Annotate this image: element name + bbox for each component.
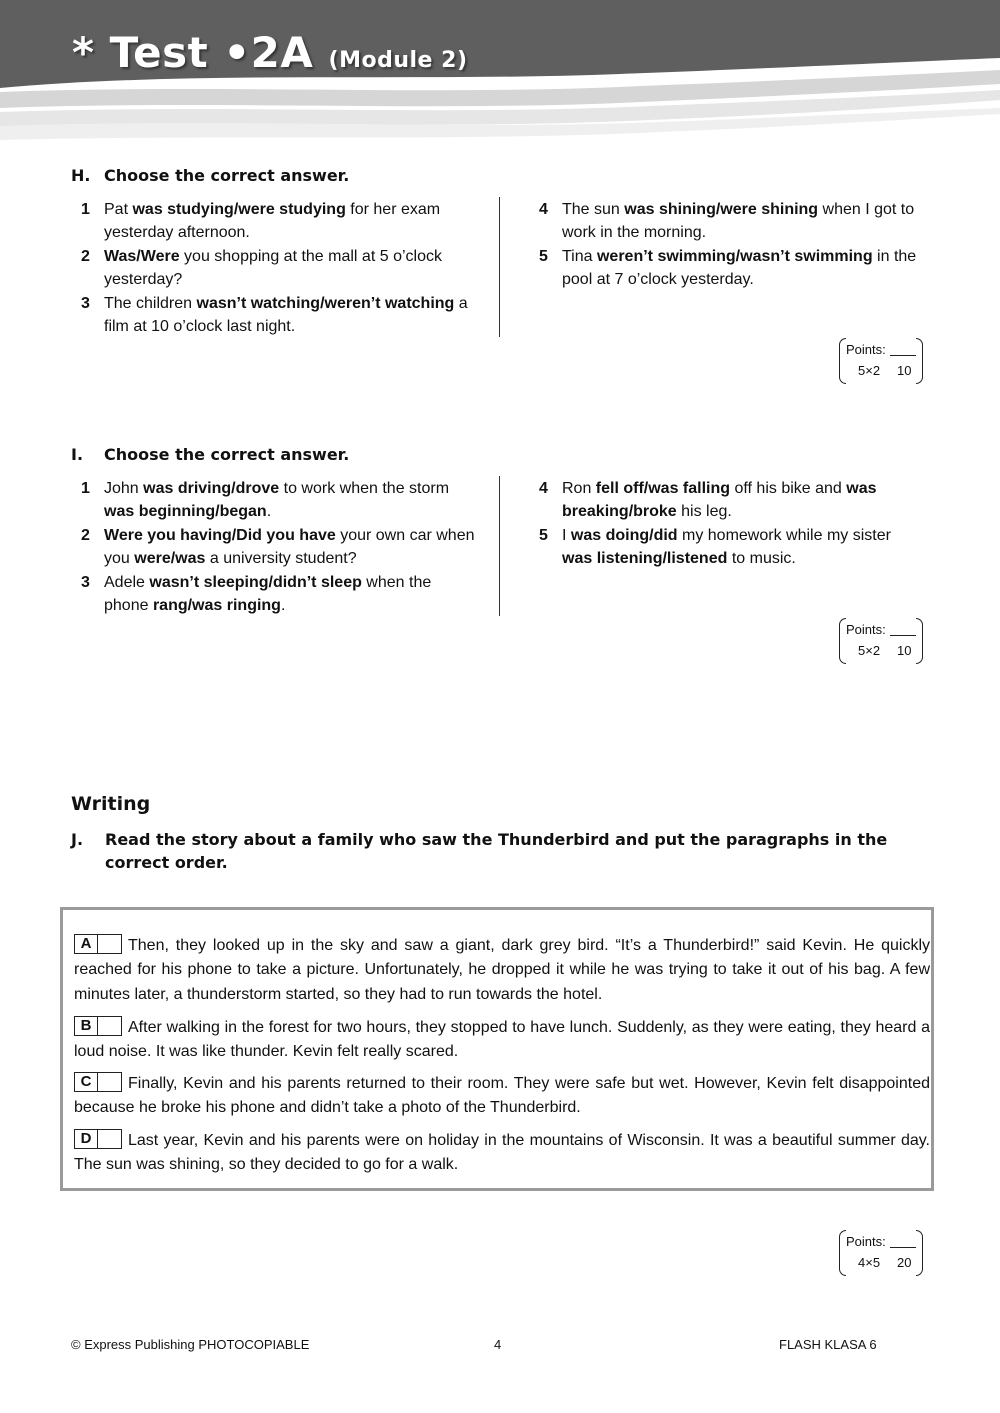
footer-page-number: 4	[494, 1337, 502, 1352]
page-title: * Test •2A (Module 2)	[72, 28, 468, 77]
question-number: 2	[81, 247, 90, 265]
answer-choice[interactable]: Was/Were	[104, 247, 180, 265]
order-answer-b[interactable]	[98, 1017, 120, 1035]
question-number: 3	[81, 294, 90, 312]
answer-choice[interactable]: Were you having/Did you have	[104, 526, 336, 544]
points-formula: 5×2	[858, 643, 881, 658]
order-answer-c[interactable]	[98, 1073, 120, 1091]
answer-choice[interactable]: was beginning/began	[104, 503, 267, 521]
points-total: 10	[897, 643, 912, 658]
question-number: 4	[539, 480, 548, 497]
question-text: The children wasn’t watching/weren’t watching a film at 10 o’clock last night.	[104, 294, 468, 336]
writing-title: Writing	[71, 793, 151, 815]
answer-choice[interactable]: was studying/were studying	[132, 201, 346, 218]
question-item-1	[81, 198, 476, 245]
answer-choice[interactable]: was breaking/broke	[562, 480, 877, 521]
section-i-divider	[499, 476, 500, 616]
order-tag-b: B	[74, 1016, 122, 1036]
question-number: 2	[81, 526, 90, 544]
question-item-5	[539, 524, 924, 571]
question-text: I was doing/did my homework while my sister was listening/listened to music.	[562, 526, 891, 568]
question-item-3	[81, 571, 476, 618]
section-i-left-column	[81, 477, 476, 617]
question-text: Tina weren’t swimming/wasn’t swimming in the pool at 7 o’clock yesterday.	[562, 247, 917, 289]
answer-choice[interactable]: rang/was ringing	[152, 597, 281, 615]
question-item-2	[81, 524, 476, 571]
points-label: Points:	[846, 1234, 886, 1249]
footer-book-title: FLASH KLASA 6	[779, 1337, 877, 1352]
answer-choice[interactable]: was doing/did	[570, 526, 678, 544]
question-text: John was driving/drove to work when the storm was beginning/began.	[104, 480, 450, 521]
order-answer-d[interactable]	[98, 1130, 120, 1148]
answer-choice[interactable]: was listening/listened	[562, 550, 728, 568]
section-h-divider	[499, 197, 500, 337]
points-formula: 5×2	[858, 363, 881, 378]
story-paragraph-d: D Last year, Kevin and his parents were on holiday in the mountains of Wisconsin. It was a beautiful summer day. The sun was shining, so they decided to go for a walk.	[74, 1130, 930, 1174]
answer-choice[interactable]: wasn’t watching/weren’t watching	[196, 294, 455, 312]
question-text: Was/Were you shopping at the mall at 5 o’clock yesterday?	[104, 247, 442, 289]
question-item-3	[81, 292, 476, 339]
order-tag-a: A	[74, 934, 122, 954]
question-number: 1	[81, 480, 90, 497]
points-blank[interactable]	[890, 355, 916, 356]
points-label: Points:	[846, 342, 886, 357]
question-number: 3	[81, 573, 90, 591]
points-blank[interactable]	[890, 1247, 916, 1248]
question-number: 4	[539, 201, 548, 218]
question-text: The sun was shining/were shining when I got to work in the morning.	[562, 201, 915, 242]
footer-copyright: © Express Publishing PHOTOCOPIABLE	[71, 1337, 310, 1352]
answer-choice[interactable]: was shining/were shining	[624, 201, 819, 218]
section-h-left-column	[81, 198, 476, 338]
answer-choice[interactable]: were/was	[134, 550, 206, 568]
points-total: 10	[897, 363, 912, 378]
section-i-right-column	[539, 477, 924, 571]
section-j-instruction: J. Read the story about a family who saw the Thunderbird and put the paragraphs in the correct order.	[71, 830, 888, 872]
order-tag-c: C	[74, 1072, 122, 1092]
question-item-1	[81, 477, 476, 524]
points-formula: 4×5	[858, 1255, 881, 1270]
question-text: Adele wasn’t sleeping/didn’t sleep when the phone rang/was ringing.	[104, 573, 432, 615]
question-item-5	[539, 245, 924, 292]
question-text: Ron fell off/was falling off his bike and was breaking/broke his leg.	[562, 480, 877, 521]
section-i-heading: I. Choose the correct answer.	[71, 445, 350, 464]
section-h-points-box	[839, 338, 923, 382]
answer-choice[interactable]: fell off/was falling	[595, 480, 731, 497]
order-tag-d: D	[74, 1129, 122, 1149]
question-item-4	[539, 477, 924, 524]
story-paragraph-b: B After walking in the forest for two hours, they stopped to have lunch. Suddenly, as they were eating, they heard a loud noise. It was like thunder. Kevin felt really scared.	[74, 1017, 930, 1061]
question-number: 5	[539, 247, 548, 265]
question-item-4	[539, 198, 924, 245]
question-number: 5	[539, 526, 548, 544]
answer-choice[interactable]: was driving/drove	[143, 480, 280, 497]
answer-choice[interactable]: wasn’t sleeping/didn’t sleep	[149, 573, 362, 591]
story-paragraph-a: A Then, they looked up in the sky and saw a giant, dark grey bird. “It’s a Thunderbird!” said Kevin. He quickly reached for his phone to take a picture. Unfortunately, he dropped it while he was trying to take it out of his bag. A few minutes later, a thunderstorm started, so they had to run towards the hotel.	[74, 935, 930, 1003]
question-text: Were you having/Did you have your own car when you were/was a university student?	[104, 526, 475, 568]
section-h-heading: H. Choose the correct answer.	[71, 166, 350, 185]
story-paragraph-c: C Finally, Kevin and his parents returned to their room. They were safe but wet. However, Kevin felt disappointed because he broke his phone and didn’t take a photo of the Thunderbird.	[74, 1073, 930, 1117]
answer-choice[interactable]: weren’t swimming/wasn’t swimming	[596, 247, 873, 265]
section-i-points-box	[839, 618, 923, 662]
points-total: 20	[897, 1255, 912, 1270]
question-text: Pat was studying/were studying for her exam yesterday afternoon.	[104, 201, 441, 242]
section-h-right-column	[539, 198, 924, 292]
section-j-points-box	[839, 1230, 923, 1274]
order-answer-a[interactable]	[98, 935, 120, 953]
points-label: Points:	[846, 622, 886, 637]
points-blank[interactable]	[890, 635, 916, 636]
question-item-2	[81, 245, 476, 292]
question-number: 1	[81, 201, 90, 218]
page-header	[0, 0, 1000, 150]
story-box	[60, 907, 934, 1191]
